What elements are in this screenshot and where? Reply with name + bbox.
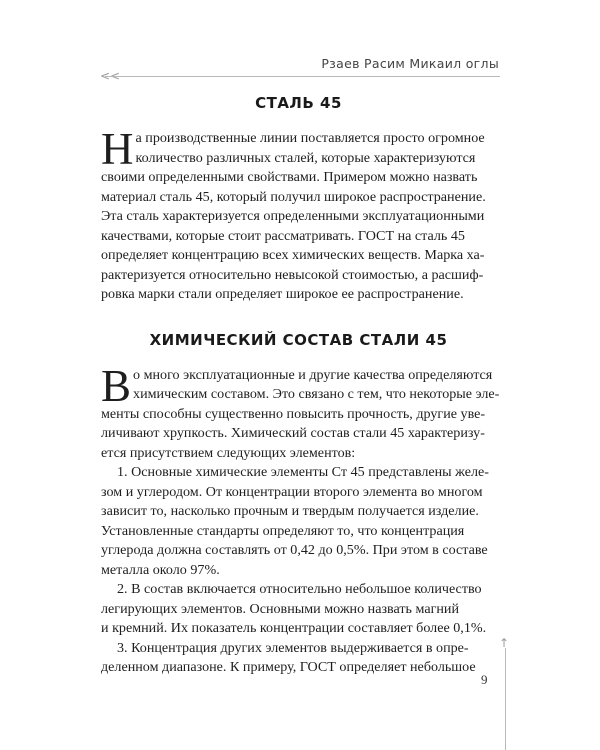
section-title-steel-45: СТАЛЬ 45 bbox=[255, 94, 342, 112]
text-line: менты способны существенно повысить прочность, другие уве- bbox=[101, 405, 486, 422]
section1-paragraph bbox=[101, 124, 496, 305]
text-line: зом и углеродом. От концентрации второго элемента во многом bbox=[101, 483, 483, 500]
page-content bbox=[101, 94, 500, 678]
list-item-3 bbox=[101, 639, 496, 678]
text-line: определяет концентрацию всех химических веществ. Марка ха- bbox=[101, 247, 485, 263]
text-line: своими определенными свойствами. Примером можно назвать bbox=[101, 169, 478, 185]
text-line: Эта сталь характеризуется определенными эксплуатационными bbox=[101, 208, 485, 224]
text-line: 2. В состав включается относительно небольшое количество bbox=[117, 581, 482, 597]
drop-cap: Н bbox=[101, 124, 134, 174]
running-header-author: Рзаев Расим Микаил оглы bbox=[321, 56, 499, 71]
text-line: металла около 97%. bbox=[101, 561, 220, 578]
margin-rule bbox=[505, 648, 506, 750]
text-line: о много эксплуатационные и другие качества определяются bbox=[133, 366, 493, 383]
text-line: деленном диапазоне. К примеру, ГОСТ определяет небольшое bbox=[101, 659, 476, 675]
drop-cap: В bbox=[101, 360, 132, 411]
text-line: качествами, которые стоит рассматривать. ГОСТ на сталь 45 bbox=[101, 227, 465, 244]
text-line: рактеризуется относительно невысокой стоимостью, а расшиф- bbox=[101, 266, 484, 283]
text-line: количество различных сталей, которые характеризуются bbox=[135, 149, 476, 166]
text-line: ется присутствием следующих элементов: bbox=[101, 444, 356, 461]
text-line: 3. Концентрация других элементов выдерживается в опре- bbox=[117, 639, 469, 656]
text-line: личивают хрупкость. Химический состав стали 45 характеризу- bbox=[101, 425, 485, 441]
text-line: зависит то, насколько прочным и твердым получается изделие. bbox=[101, 503, 479, 519]
text-line: материал сталь 45, который получил широкое распространение. bbox=[101, 188, 486, 205]
arrow-up-icon: ↑ bbox=[499, 636, 510, 650]
list-item-2 bbox=[101, 580, 496, 639]
header-rule bbox=[105, 76, 500, 77]
text-line: 1. Основные химические элементы Ст 45 представлены желе- bbox=[117, 464, 489, 480]
text-line: углерода должна составлять от 0,42 до 0,5%. При этом в составе bbox=[101, 542, 488, 558]
text-line: Установленные стандарты определяют то, что концентрация bbox=[101, 522, 465, 539]
text-line: химическим составом. Это связано с тем, что некоторые эле- bbox=[133, 386, 500, 402]
section-title-chemical-composition: ХИМИЧЕСКИЙ СОСТАВ СТАЛИ 45 bbox=[149, 330, 448, 349]
list-item-1 bbox=[101, 463, 496, 580]
text-line: и кремний. Их показатель концентрации составляет более 0,1%. bbox=[101, 620, 487, 636]
text-line: легирующих элементов. Основными можно назвать магний bbox=[101, 600, 459, 617]
text-line: а производственные линии поставляется просто огромное bbox=[135, 130, 485, 146]
page-number: 9 bbox=[481, 672, 488, 687]
section2-intro-paragraph bbox=[101, 360, 500, 464]
arrow-left-icon: << bbox=[100, 69, 121, 83]
text-line: ровка марки стали определяет широкое ее распространение. bbox=[101, 286, 464, 302]
